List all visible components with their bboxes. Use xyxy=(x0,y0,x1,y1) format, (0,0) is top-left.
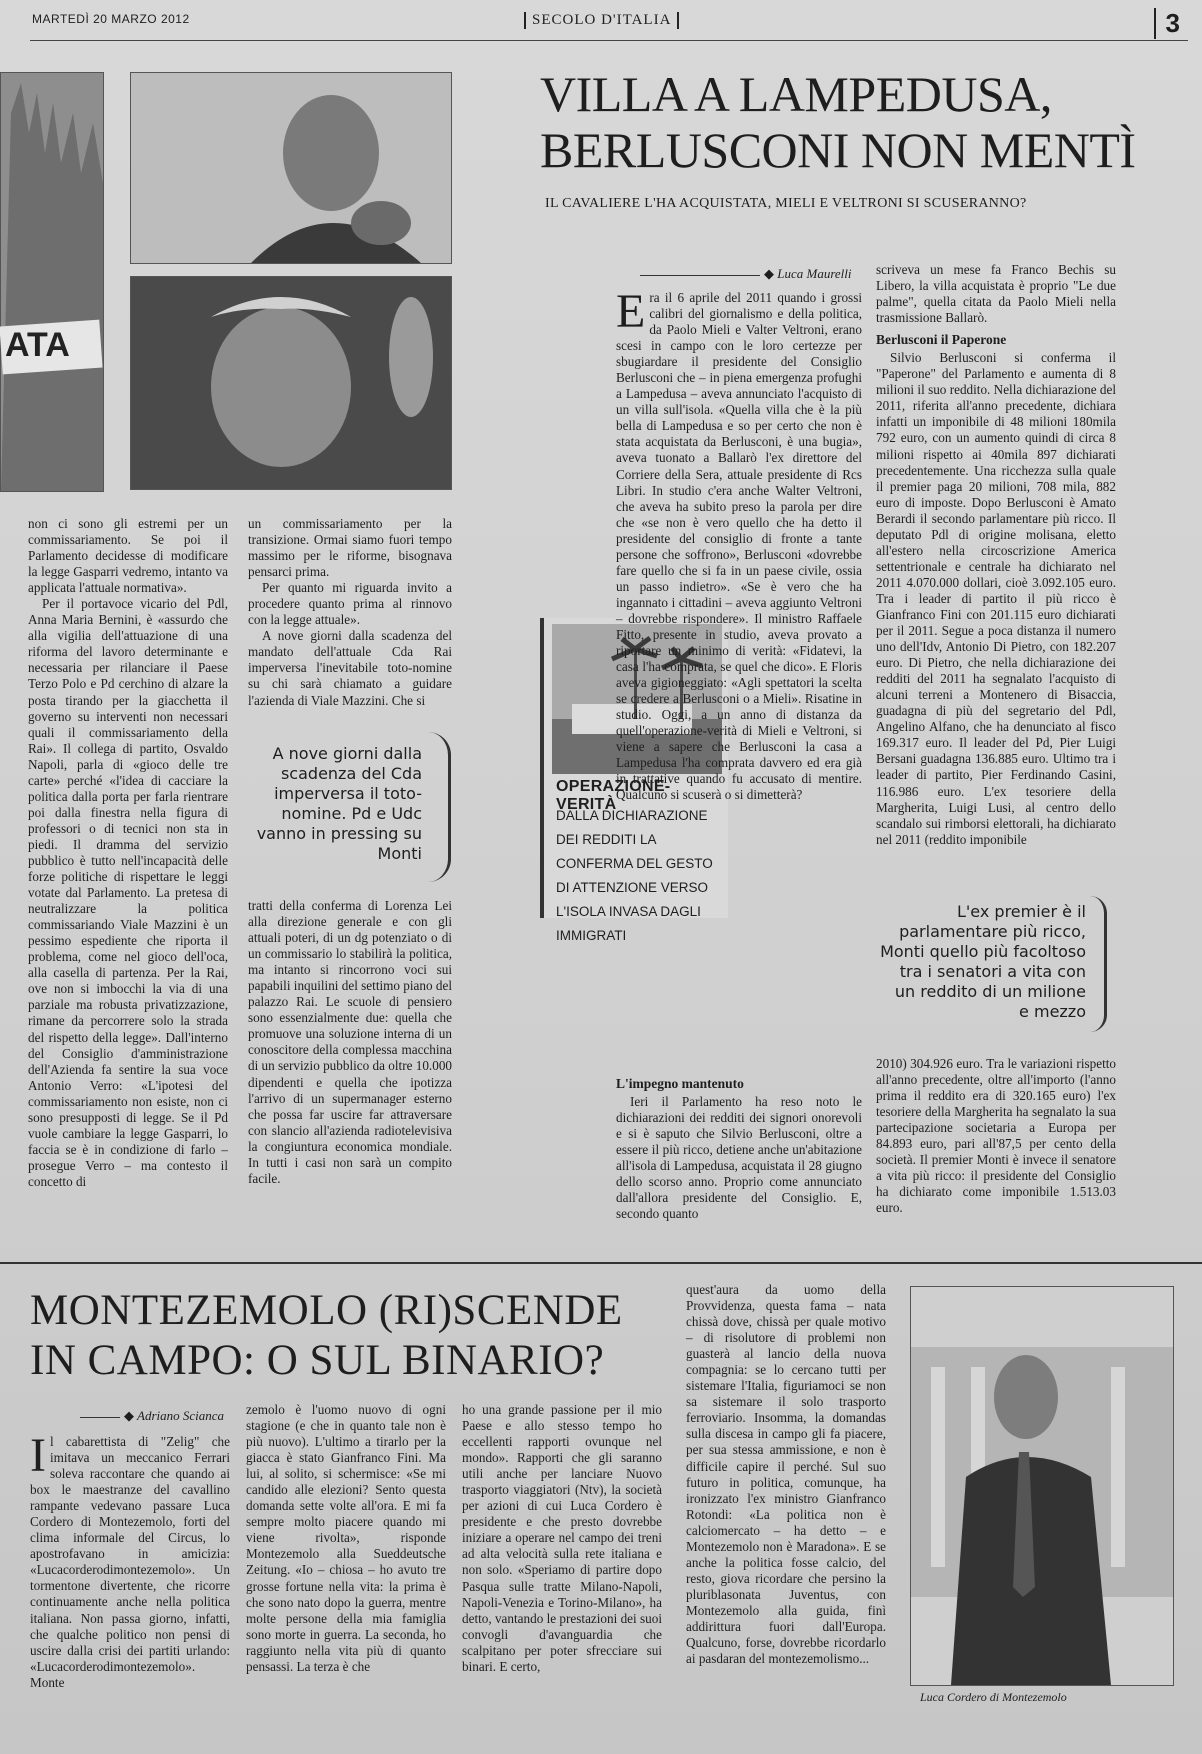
rai-col1-p1: non ci sono gli estremi per un commissariamento. Se poi il Parlamento decidesse di modificare la legge Gasparri vedremo, intanto va applicata l'attuale normativa». xyxy=(28,516,228,596)
article2-byline-author: Adriano Scianca xyxy=(137,1408,225,1423)
article-title xyxy=(540,66,1140,178)
rai-col1-p2: Per il portavoce vicario del Pdl, Anna Maria Bernini, è «assurdo che alla vigilia dell'attuazione di una riforma del lavoro determinante e necessaria per rilanciare il Paese Terzo Polo e Pd cerchino di alzare la posta tirando per la giacchetta il governo su interventi non necessari quali il commissariamento della Rai». Il collega di partito, Osvaldo Napoli, parla di «gioco delle tre carte» perché «l'idea di cacciare la politica dalla porta per farla rientrare poi dalla finestra nella figura di professori o di tecnici non sta in piedi. Il dramma del servizio pubblico è tutto nell'incapacità delle forze politiche di rispettare le leggi votate dal Parlamento. La pretesa di neutralizzare la politica commissariando Viale Mazzini è un pessimo espediente che riporta il problema, come nel gioco dell'oca, alla casella di partenza. Per la Rai, ove non si imbocchi la via di una parziale ma robusta privatizzazione, rimane da percorrere solo la strada del rispetto della legge». Dall'interno del Consiglio d'amministrazione dell'Azienda fa sentire la sua voce Antonio Verro: «L'ipotesi del commissariamento non esiste, non ci sono presupposti di legge. Se il Pd vuole cambiare la legge Gasparri, lo faccia se è in condizione di farlo – prosegue Verro – ma contesto il concetto di xyxy=(28,596,228,1189)
left-edge-photo xyxy=(0,72,104,492)
dropcap: E xyxy=(616,285,646,338)
article2-dropcap: I xyxy=(30,1429,46,1482)
box-kicker: OPERAZIONE-VERITÀ xyxy=(556,778,671,813)
section-divider xyxy=(0,1262,1202,1264)
subhead-paperone: Berlusconi il Paperone xyxy=(876,332,1007,348)
rai-col2-p3: A nove giorni dalla scadenza del mandato dell'attuale Cda Rai imperversa l'inevitabile toto-nomine su chi sarà chiamato a guidare l'azienda di Viale Mazzini. Che si xyxy=(248,628,452,708)
article2-title xyxy=(30,1286,670,1386)
article1-col1-mid xyxy=(730,616,862,956)
pull-quote-brace-1 xyxy=(1090,896,1107,1032)
article2-col1 xyxy=(30,1429,230,1742)
box-text: DALLA DICHIARAZIONE DEI REDDITI LA CONFERMA DEL GESTO DI ATTENZIONE VERSO L'ISOLA INVASA DAGLI IMMIGRATI xyxy=(556,808,713,943)
subhead-impegno: L'impegno mantenuto xyxy=(616,1076,744,1091)
article2-col3-text: ho una grande passione per il mio Paese e allo stesso tempo ho eccellenti rapporti ovunque nel mondo». Rapporti che gli saranno utili anche per lanciare Nuovo trasporto viaggiatori (Ntv), la società per azioni di cui Luca Cordero è presidente e che presto dovrebbe iniziare a operare nel campo dei treni ad alta velocità sulla rete italiana e non solo. «Speriamo di partire dopo Pasqua sulle tratte Milano-Napoli, Napoli-Venezia e Torino-Milano», ha detto, vantando le prestazioni dei suoi convogli d'avanguardia che scalpitano per poter sfrecciare sui binari. E certo, xyxy=(462,1402,662,1674)
article-subtitle: IL CAVALIERE L'HA ACQUISTATA, MIELI E VELTRONI SI SCUSERANNO? xyxy=(545,196,1027,211)
article2-col1-text: l cabarettista di "Zelig" che imitava un meccanico Ferrari soleva raccontare che quando ai box le maestranze del cavallino rampante vedevano passare Luca Cordero di Montezemolo, forti del clima informale del Circus, lo apostrofavano in amicizia: «Lucacorderodimontezemolo». Un tormentone divertente, che ricorre continuamente anche nella politica italiana. Non passa giorno, infatti, che qualche politico non pensi di uscire dalla crisi dei partiti urlando: «Lucacorderodimontezemolo». Monte xyxy=(30,1434,230,1690)
article1-col1-p2: Ieri il Parlamento ha reso noto le dichiarazioni dei redditi dei signori onorevoli e si è saputo che Silvio Berlusconi, oltre a essere il più ricco, detiene anche un'abitazione all'isola di Lampedusa, acquistata il 28 giugno dello scorso anno. Proprio come annunciato dall'allora presidente del Consiglio. E, secondo quanto xyxy=(616,1094,862,1222)
article2-title-line-2: IN CAMPO: O SUL BINARIO? xyxy=(30,1337,605,1384)
byline-rule xyxy=(80,1417,120,1418)
crowd-image xyxy=(1,73,103,491)
article2-col2-text: zemolo è l'uomo nuovo di ogni stagione (e che in quanto tale non è più nuovo). L'ultimo a tirarlo per la giacca è stato Gianfranco Fini. Ma lui, al solito, si schermisce: «Se mi candido alle elezioni? Sento questa domanda sette volte all'ora. E mi fa sempre molto piacere quando mi viene rivolta», risponde Montezemolo alla Sueddeutsche Zeitung. «Io – chiosa – ho avuto tre grosse fortune nella vita: la prima è che sono nato dopo la guerra, mentre molte persone della mia famiglia sono morte in guerra. La seconda, ho raggiunto nella vita più di quanto pensassi. La terza è che xyxy=(246,1402,446,1674)
montezemolo-photo xyxy=(910,1286,1174,1686)
photo-politician-1 xyxy=(130,72,452,264)
photo-politician-2 xyxy=(130,276,452,490)
article1-col2-p3: 2010) 304.926 euro. Tra le variazioni rispetto all'anno precedente, oltre all'importo (l'anno prima il reddito era di 320.165 euro) l'ex tesoriere della Margherita ha segnalato la sua partecipazione societaria a Europa per 84.893 euro, pari all'87,5 per cento della società. Il premier Monti è invece il senatore a vita più ricco: il presidente del Consiglio ha dichiarato come imponibile 1.513.03 euro. xyxy=(876,1056,1116,1216)
article2-col3 xyxy=(462,1402,662,1742)
article2-title-line-1: MONTEZEMOLO (RI)SCENDE xyxy=(30,1287,623,1334)
portrait-image-montezemolo xyxy=(911,1287,1173,1685)
byline-author: Luca Maurelli xyxy=(777,266,852,281)
byline: ◆ Luca Maurelli xyxy=(640,266,852,282)
article1-col2-p2: Silvio Berlusconi si conferma il "Paperone" del Parlamento e aumenta di 8 milioni il suo reddito. Nella dichiarazione del 2011, riferita all'anno precedente, dichiara infatti un imponibile di 48 milioni 180mila 792 euro, con un aumento quindi di circa 8 milioni rispetto ai 40mila 897 dichiarati precedentemente. Una ricchezza sulla quale il premier paga 20 milioni, 708 mila, 882 euro di imposte. Dopo Berlusconi è Amato Berardi il secondo parlamentare più ricco. Il deputato Pdl di origine molisana, eletto all'estero nella circoscrizione America settentrionale e centrale ha dichiarato nel 2011 4.070.000 dollari, cioè 3.092.105 euro. Tra i leader di partito il più ricco è Gianfranco Fini con 201.115 euro dichiarati per il 2011. Segue a poca distanza il numero uno dell'Idv, Antonio Di Pietro, con 182.207 euro. Di Pietro, che nella dichiarazione dei redditi del 2011 ha segnalato l'acquisto di alcuni terreni a Montenero di Bisaccia, guadagna di più del segretario del Pdl, Angelino Alfano, che ha denunciato al fisco 169.317 euro. Il leader del Pd, Pier Luigi Bersani guadagna 136.885 euro. Ultimo tra i leader di partito, Pier Ferdinando Casini, 116.986 euro. L'ex tesoriere della Margherita, Luigi Lusi, al centro dello scandalo sui rimborsi elettorali, ha dichiarato nel 2011 (reddito imponibile xyxy=(876,350,1116,847)
byline-rule xyxy=(640,275,760,276)
page-number: 3 xyxy=(1154,8,1180,39)
article2-byline: ◆ Adriano Scianca xyxy=(80,1408,224,1424)
article2-col4-text: quest'aura da uomo della Provvidenza, questa fama – nata chissà dove, chissà per quale motivo – di risolutore di problemi non guasterà al lancio della nuova compagnia: se lo cercano tutti per sistemare l'Italia, figuriamoci se non sa sistemare il solo trasporto ferroviario. Insomma, la domandas sulla discesa in campo gli fa piacere, per sua stessa ammissione, e non è difficile capire il perché. Sul suo futuro in politica, comunque, ha ironizzato l'ex ministro Gianfranco Rotondi: «La politica non è calciomercato – ha detto – e Montezemolo non è Maradona». E se anche la politica fosse calcio, del resto, giova ricordare che persino la pluriblasonata Juventus, con Montezemolo alla guida, finì addirittura fuori dall'Europa. Qualcuno, forse, dovrebbe ricordarlo ai pasdaran del montezemolismo... xyxy=(686,1282,886,1667)
photo-caption: Luca Cordero di Montezemolo xyxy=(920,1690,1067,1704)
rai-col2-p1: un commissariamento per la transizione. Ormai siamo fuori tempo massimo per le riforme, bisognava pensarci prima. xyxy=(248,516,452,580)
pull-quote-2: A nove giorni dalla scadenza del Cda imperversa il toto-nomine. Pd e Udc vanno in pressing su Monti xyxy=(256,744,422,863)
article2-col4 xyxy=(686,1282,886,1742)
rai-col2-bottom xyxy=(248,898,452,1240)
article1-col2-top xyxy=(876,262,1116,874)
article1-col1-bottom xyxy=(616,1070,862,1240)
pull-quote-1: L'ex premier è il parlamentare più ricco, Monti quello più facoltoso tra i senatori a vita con un reddito di un milione e mezzo xyxy=(880,902,1086,1021)
title-line-1: VILLA A LAMPEDUSA, xyxy=(540,66,1052,122)
article1-col2-bottom xyxy=(876,1056,1116,1232)
article1-col1-top xyxy=(616,285,862,803)
page-header xyxy=(30,8,1188,41)
pull-quote-brace-2 xyxy=(428,732,451,882)
portrait-image-2 xyxy=(131,277,451,489)
rai-col2-top xyxy=(248,516,452,706)
masthead: SECOLO D'ITALIA xyxy=(524,12,679,29)
title-line-2: BERLUSCONI NON MENTÌ xyxy=(540,122,1136,178)
rai-col2-p2: Per quanto mi riguarda invito a procedere quanto prima al rinnovo con la legge attuale». xyxy=(248,580,452,628)
article1-col2-p1: scriveva un mese fa Franco Bechis su Libero, la villa acquistata è proprio "Le due palme", quella citata da Paolo Mieli nella trasmissione Ballarò. xyxy=(876,262,1116,326)
article1-col1-p1: ra il 6 aprile del 2011 quando i grossi calibri del giornalismo e della politica, da Paolo Mieli e Valter Veltroni, erano scesi in campo con le loro certezze per sbugiardare il presidente del Consiglio Berlusconi che – in piena emergenza profughi a Lampedusa – aveva annunciato l'acquisto di un villa sull'isola. «Quella villa che è la più bella di Lampedusa e so per certo che non è stata acquistata da Berlusconi, è una bugia», aveva tuonato a Ballarò l'ex direttore del Corriere della Sera, attuale presidente di Rcs Libri. In studio c'era anche Walter Veltroni, che aveva ha subito preso la parola per dire che «se non è vero quello che ha detto il presidente del consiglio di fronte a tante persone che soffrono», Berlusconi «dovrebbe fare quello che si fa in un paese civile, ossia un passo indietro». «Se è vero che ha ingannato i cittadini – aveva aggiunto Veltroni – dovrebbe rispondere». Il ministro Raffaele Fitto, presente in studio, aveva provato a riportare un minimo di verità: «Fidatevi, la casa l'ha comprata, se quel che dico». E Floris aveva gigioneggiato: «Agli spettatori la scelta se credere a Berlusconi o a Mieli». Risatine in studio. Oggi, a un anno di distanza da quell'operazione-verità di Mieli e Veltroni, si viene a sapere che Berlusconi la casa a Lampedusa l'ha comprata davvero ed era già in trattative quando fu accusato di mentire. Qualcuno si scuserà o si dimetterà? xyxy=(616,290,862,803)
rai-col1 xyxy=(28,516,228,1240)
header-date: MARTEDÌ 20 MARZO 2012 xyxy=(32,12,190,26)
article2-col2 xyxy=(246,1402,446,1742)
portrait-image-1 xyxy=(131,73,451,263)
rai-col2-p4: tratti della conferma di Lorenza Lei alla direzione generale e con gli attuali poteri, di un dg potenziato o di un commissario lo stabilirà la politica, ma intanto si rincorrono voci sui papabili inquilini del settimo piano del palazzo Rai. Le scuole di pensiero sono essenzialmente due: quella che promuove una soluzione interna di un conoscitore della complessa macchina di un servizio pubblico da oltre 10.000 dipendenti e quella che ipotizza l'arrivo di un supermanager esterno che possa far uscire far attraversare con slancio all'azienda radiotelevisiva la congiuntura economica mondiale. In tutti i casi non sarà un compito facile. xyxy=(248,898,453,1186)
sign-text: ATA xyxy=(5,326,70,364)
